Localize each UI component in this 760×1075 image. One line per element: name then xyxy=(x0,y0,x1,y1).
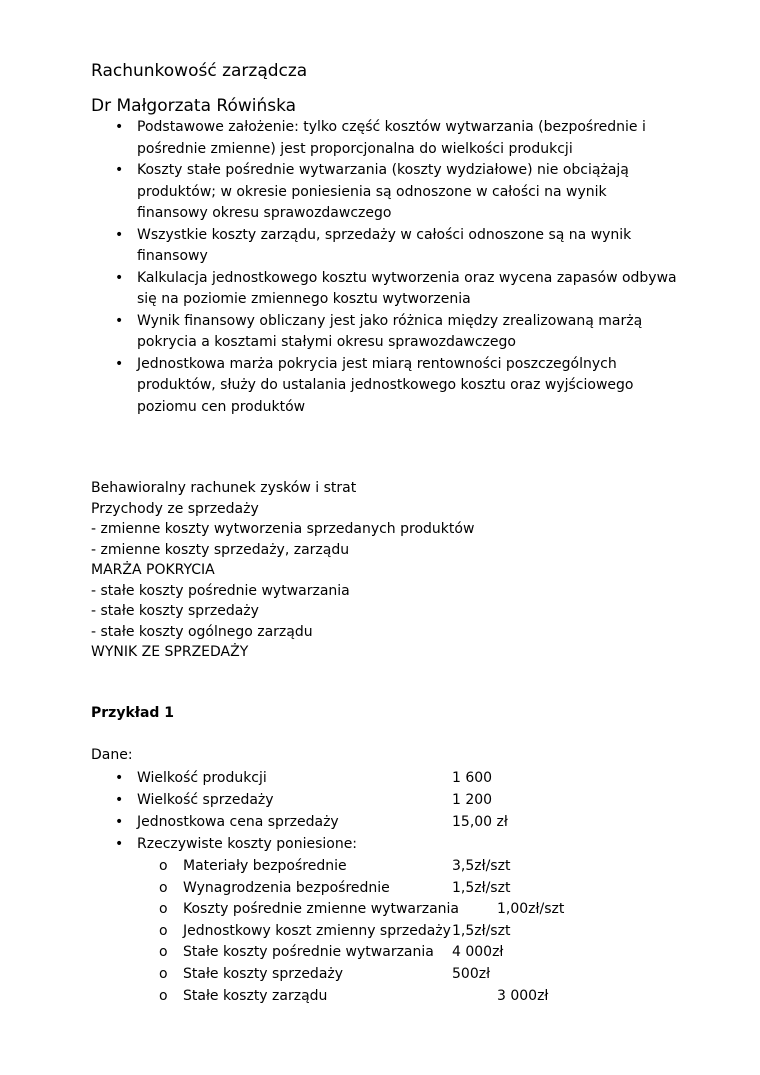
sub-bullet: o xyxy=(159,879,168,896)
statement-line: - zmienne koszty wytworzenia sprzedanych produktów xyxy=(91,521,475,537)
assumptions-list xyxy=(91,117,681,418)
cost-value: 1,00zł/szt xyxy=(497,901,565,918)
statement-line: MARŻA POKRYCIA xyxy=(91,562,215,578)
cost-value: 3 000zł xyxy=(497,987,549,1004)
cost-value: 1,5zł/szt xyxy=(452,879,511,896)
item-label: Rzeczywiste koszty poniesione: xyxy=(137,836,358,852)
cost-label: Stałe koszty zarządu xyxy=(183,987,328,1004)
list-item: • Kalkulacja jednostkowego kosztu wytworzenia oraz wycena zapasów odbywa się na poziomie zmiennego kosztu wytworzenia xyxy=(91,268,681,311)
item-label: Wielkość produkcji xyxy=(137,770,267,786)
document-title: Rachunkowość zarządcza xyxy=(91,61,308,81)
sub-bullet: o xyxy=(159,965,168,982)
cost-label: Stałe koszty pośrednie wytwarzania xyxy=(183,944,434,961)
behavioral-statement xyxy=(91,478,474,663)
item-value: 1 200 xyxy=(452,792,493,808)
statement-line: Behawioralny rachunek zysków i strat xyxy=(91,480,357,496)
list-item: • Koszty stałe pośrednie wytwarzania (koszty wydziałowe) nie obciążają produktów; w okresie poniesienia są odnoszone w całości na wynik finansowy okresu sprawozdawczego xyxy=(91,160,681,225)
sub-bullet: o xyxy=(159,858,168,874)
cost-value: 1,5zł/szt xyxy=(452,922,511,939)
cost-label: Wynagrodzenia bezpośrednie xyxy=(183,879,390,896)
item-label: Jednostkowa cena sprzedaży xyxy=(137,814,339,830)
sub-bullet: o xyxy=(159,987,168,1004)
list-item: • Wynik finansowy obliczany jest jako różnica między zrealizowaną marżą pokrycia a kosztami stałymi okresu sprawozdawczego xyxy=(91,311,681,354)
cost-value: 500zł xyxy=(452,965,491,982)
cost-label: Jednostkowy koszt zmienny sprzedaży xyxy=(183,922,451,939)
cost-value: 3,5zł/szt xyxy=(452,858,511,874)
statement-line: - stałe koszty sprzedaży xyxy=(91,603,259,619)
list-item: • Jednostkowa marża pokrycia jest miarą rentowności poszczególnych produktów, służy do ustalania jednostkowego kosztu oraz wyjściowego poziomu cen produktów xyxy=(91,354,681,419)
item-value: 15,00 zł xyxy=(452,814,508,830)
sub-bullet: o xyxy=(159,901,168,918)
cost-label: Stałe koszty sprzedaży xyxy=(183,965,344,982)
cost-label: Koszty pośrednie zmienne wytwarzania xyxy=(183,901,460,918)
list-item: • Podstawowe założenie: tylko część kosztów wytwarzania (bezpośrednie i pośrednie zmienne) jest proporcjonalna do wielkości produkcji xyxy=(91,117,681,160)
cost-label: Materiały bezpośrednie xyxy=(183,858,347,874)
data-label: Dane: xyxy=(91,747,133,763)
statement-line: - stałe koszty pośrednie wytwarzania xyxy=(91,582,350,599)
sub-bullet: o xyxy=(159,922,168,939)
statement-line: - zmienne koszty sprzedaży, zarządu xyxy=(91,541,350,558)
example-title: Przykład 1 xyxy=(91,705,175,721)
list-item: • Wszystkie koszty zarządu, sprzedaży w całości odnoszone są na wynik finansowy xyxy=(91,225,681,268)
item-label: Wielkość sprzedaży xyxy=(137,792,274,808)
statement-line: Przychody ze sprzedaży xyxy=(91,500,259,517)
cost-value: 4 000zł xyxy=(452,944,504,961)
sub-bullet: o xyxy=(159,944,168,961)
statement-line: - stałe koszty ogólnego zarządu xyxy=(91,623,313,640)
statement-line: WYNIK ZE SPRZEDAŻY xyxy=(91,644,249,660)
item-value: 1 600 xyxy=(452,770,493,786)
author-heading: Dr Małgorzata Rówińska xyxy=(91,96,297,116)
